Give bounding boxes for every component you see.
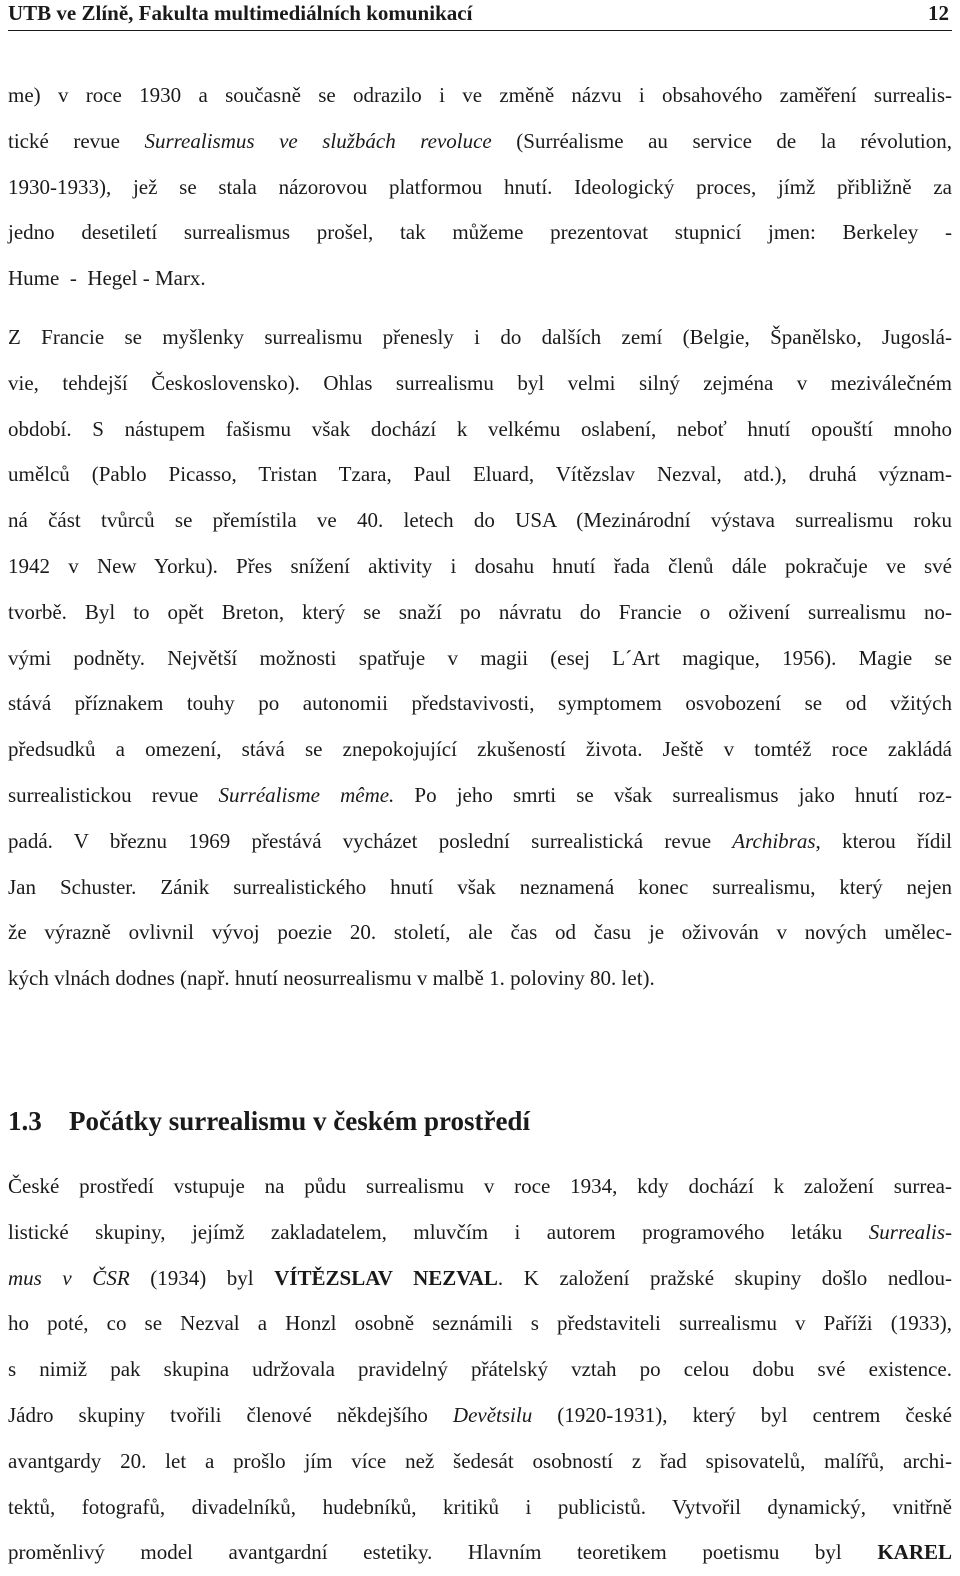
paragraph-line: ho poté, co se Nezval a Honzl osobně seznámili s představiteli surrealismu v Paříži (1933), — [8, 1311, 952, 1336]
text-span: (Surréalisme au service de la révolution, — [491, 128, 952, 153]
paragraph-line: tvorbě. Byl to opět Breton, který se snaží po návratu do Francie o oživení surrealismu no- — [8, 599, 952, 624]
italic-title: Devětsilu — [452, 1402, 533, 1427]
italic-title: mus v ČSR — [8, 1265, 130, 1290]
section-title: Počátky surrealismu v českém prostředí — [69, 1106, 530, 1136]
paragraph-line: předsudků a omezení, stává se znepokojující zkušeností života. Ještě v tomtéž roce zakládá — [8, 737, 952, 762]
text-span: padá. V březnu 1969 přestává vycházet poslední surrealistická revue — [8, 828, 733, 853]
paragraph-line: me) v roce 1930 a současně se odrazilo i ve změně názvu i obsahového zaměření surrealis- — [8, 83, 952, 107]
paragraph-line — [8, 1530, 952, 1576]
paragraph-line: Jan Schuster. Zánik surrealistického hnutí však neznamená konec surrealismu, který nejen — [8, 874, 952, 899]
paragraph-line: 1930-1933), jež se stala názorovou platformou hnutí. Ideologický proces, jímž přibližně za — [8, 174, 952, 199]
header-title: UTB ve Zlíně, Fakulta multimediálních komunikací — [8, 1, 473, 25]
paragraph-line: 1942 v New Yorku). Přes snížení aktivity i dosahu hnutí řada členů dále pokračuje ve své — [8, 553, 952, 578]
paragraph-3 — [8, 1164, 952, 1576]
paragraph-line: Hume - Hegel - Marx. — [8, 266, 206, 291]
page-header — [8, 0, 952, 31]
paragraph-line: ná část tvůrců se přemístila ve 40. letech do USA (Mezinárodní výstava surrealismu roku — [8, 508, 952, 533]
text-span: Po jeho smrti se však surrealismus jako hnutí roz- — [394, 782, 952, 807]
paragraph-line — [8, 819, 952, 865]
paragraph-1 — [8, 73, 952, 302]
paragraph-line: období. S nástupem fašismu však dochází k velkému oslabení, neboť hnutí opouští mnoho — [8, 416, 952, 441]
italic-title: Surrealismus ve službách revoluce — [144, 128, 492, 153]
text-span: Jádro skupiny tvořili členové někdejšího — [8, 1402, 453, 1427]
paragraph-line — [8, 1256, 952, 1302]
paragraph-line: umělců (Pablo Picasso, Tristan Tzara, Paul Eluard, Vítězslav Nezval, atd.), druhá význam- — [8, 462, 952, 487]
body-text-lower — [8, 1164, 952, 1576]
bold-name: VÍTĚZSLAV NEZVAL — [274, 1265, 498, 1290]
body-text-upper — [8, 73, 952, 1002]
paragraph-line: tektů, fotografů, divadelníků, hudebníků, kritiků i publicistů. Vytvořil dynamický, vnitřně — [8, 1494, 952, 1519]
paragraph-line: stává příznakem touhy po autonomii představivosti, symptomem osvobození se od vžitých — [8, 691, 952, 716]
text-span: (1934) byl — [129, 1265, 275, 1290]
text-span: proměnlivý model avantgardní estetiky. Hlavním teoretikem poetismu byl — [8, 1540, 878, 1565]
paragraph-line: že výrazně ovlivnil vývoj poezie 20. století, ale čas od času je oživován v nových umělec- — [8, 920, 952, 945]
bold-name: KAREL — [877, 1540, 952, 1565]
paragraph-line: jedno desetiletí surrealismus prošel, tak můžeme prezentovat stupnicí jmen: Berkeley - — [8, 220, 952, 245]
paragraph-line: kých vlnách dodnes (např. hnutí neosurrealismu v malbě 1. poloviny 80. let). — [8, 966, 655, 991]
text-span: , kterou řídil — [815, 828, 952, 853]
paragraph-line: Z Francie se myšlenky surrealismu přenesly i do dalších zemí (Belgie, Španělsko, Jugoslá- — [8, 324, 952, 349]
text-span: tické revue — [8, 128, 145, 153]
paragraph-line: České prostředí vstupuje na půdu surrealismu v roce 1934, kdy dochází k založení surrea- — [8, 1174, 952, 1198]
paragraph-line: s nimiž pak skupina udržovala pravidelný přátelský vztah po celou dobu své existence. — [8, 1357, 952, 1382]
paragraph-line: vie, tehdejší Československo). Ohlas surrealismu byl velmi silný zejména v meziválečném — [8, 370, 952, 395]
italic-title: Archibras — [732, 828, 816, 853]
text-span: (1920-1931), který byl centrem české — [532, 1402, 952, 1427]
paragraph-line — [8, 1393, 952, 1439]
paragraph-2 — [8, 315, 952, 1002]
italic-title: Surréalisme même. — [218, 782, 395, 807]
text-span: listické skupiny, jejímž zakladatelem, mluvčím i autorem programového letáku — [8, 1219, 869, 1244]
italic-title: Surrealis- — [868, 1219, 952, 1244]
text-span: . K založení pražské skupiny došlo nedlou- — [497, 1265, 952, 1290]
paragraph-gap — [8, 302, 952, 315]
paragraph-line — [8, 1210, 952, 1256]
paragraph-line: avantgardy 20. let a prošlo jím více než šedesát osobností z řad spisovatelů, malířů, archi- — [8, 1448, 952, 1473]
section-heading — [8, 1103, 530, 1139]
text-span: surrealistickou revue — [8, 782, 219, 807]
paragraph-line: vými podněty. Největší možnosti spatřuje v magii (esej L´Art magique, 1956). Magie se — [8, 645, 952, 670]
paragraph-line — [8, 773, 952, 819]
section-number: 1.3 — [8, 1106, 42, 1136]
paragraph-line — [8, 119, 952, 165]
page-number: 12 — [928, 1, 949, 25]
